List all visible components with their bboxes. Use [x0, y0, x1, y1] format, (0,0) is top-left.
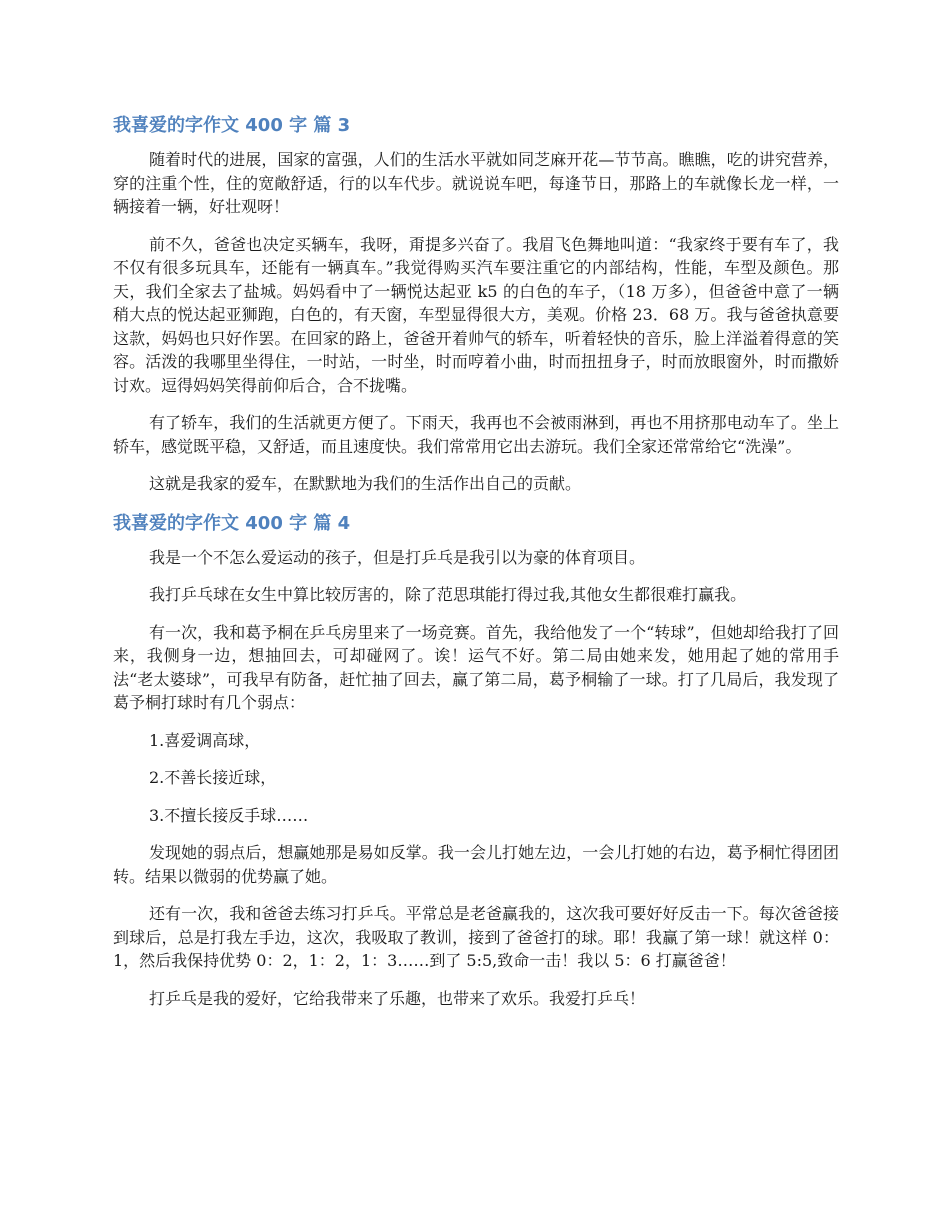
- paragraph: 我打乒乓球在女生中算比较厉害的，除了范思琪能打得过我,其他女生都很难打赢我。: [149, 585, 747, 604]
- document-page: [113, 112, 839, 1024]
- paragraph: 随着时代的进展，国家的富强，人们的生活水平就如同芝麻开花—节节高。瞧瞧，吃的讲究营养，穿的注重个性，住的宽敞舒适，行的以车代步。就说说车吧，每逢节日，那路上的车就像长龙一样，一辆接着一辆，好壮观呀！: [113, 150, 839, 216]
- paragraph: 我是一个不怎么爱运动的孩子，但是打乒乓是我引以为豪的体育项目。: [149, 547, 646, 567]
- list-item: 3.不擅长接反手球……: [149, 805, 309, 825]
- list-item: 1.喜爱调高球，: [149, 730, 261, 750]
- list-item: 2.不善长接近球，: [149, 768, 277, 787]
- paragraph: 发现她的弱点后，想赢她那是易如反掌。我一会儿打她左边，一会儿打她的右边，葛予桐忙得团团转。结果以微弱的优势赢了她。: [113, 843, 839, 886]
- paragraph: 前不久，爸爸也决定买辆车，我呀，甭提多兴奋了。我眉飞色舞地叫道：“我家终于要有车了，我不仅有很多玩具车，还能有一辆真车。”我觉得购买汽车要注重它的内部结构，性能，车型及颜色。那天，我们全家去了盐城。妈妈看中了一辆悦达起亚 k5 的白色的车子，（18 万多），但爸爸中意了一辆稍大点的悦达起亚狮跑，白色的，有天窗，车型显得很大方，美观。价格 23．68 万。我与爸爸执意要这款，妈妈也只好作罢。在回家的路上，爸爸开着帅气的轿车，听着轻快的音乐，脸上洋溢着得意的笑容。活泼的我哪里坐得住，一时站，一时坐，时而哼着小曲，时而扭扭身子，时而放眼窗外，时而撒娇讨欢。逗得妈妈笑得前仰后合，合不拢嘴。: [113, 234, 839, 395]
- paragraph: 还有一次，我和爸爸去练习打乒乓。平常总是老爸赢我的，这次我可要好好反击一下。每次爸爸接到球后，总是打我左手边，这次，我吸取了教训，接到了爸爸打的球。耶！我赢了第一球！就这样 0：1，然后我保持优势 0：2，1：2，1：3……到了 5:5,致命一击！我以 5：6 打赢爸爸！: [113, 904, 839, 970]
- essay-section-4: [113, 510, 839, 1011]
- section-heading: 我喜爱的字作文 400 字 篇 4: [113, 512, 351, 534]
- section-heading: 我喜爱的字作文 400 字 篇 3: [113, 115, 351, 136]
- paragraph: 这就是我家的爱车，在默默地为我们的生活作出自己的贡献。: [149, 474, 582, 493]
- paragraph: 打乒乓是我的爱好，它给我带来了乐趣，也带来了欢乐。我爱打乒乓！: [149, 988, 646, 1008]
- paragraph: 有一次，我和葛予桐在乒乓房里来了一场竞赛。首先，我给他发了一个“转球”，但她却给我打了回来，我侧身一边，想抽回去，可却碰网了。诶！运气不好。第二局由她来发，她用起了她的常用手法“老太婆球”，可我早有防备，赶忙抽了回去，赢了第二局，葛予桐输了一球。打了几局后，我发现了葛予桐打球时有几个弱点：: [113, 622, 839, 712]
- paragraph: 有了轿车，我们的生活就更方便了。下雨天，我再也不会被雨淋到，再也不用挤那电动车了。坐上轿车，感觉既平稳，又舒适，而且速度快。我们常常用它出去游玩。我们全家还常常给它“洗澡”。: [113, 413, 839, 456]
- essay-section-3: [113, 112, 839, 496]
